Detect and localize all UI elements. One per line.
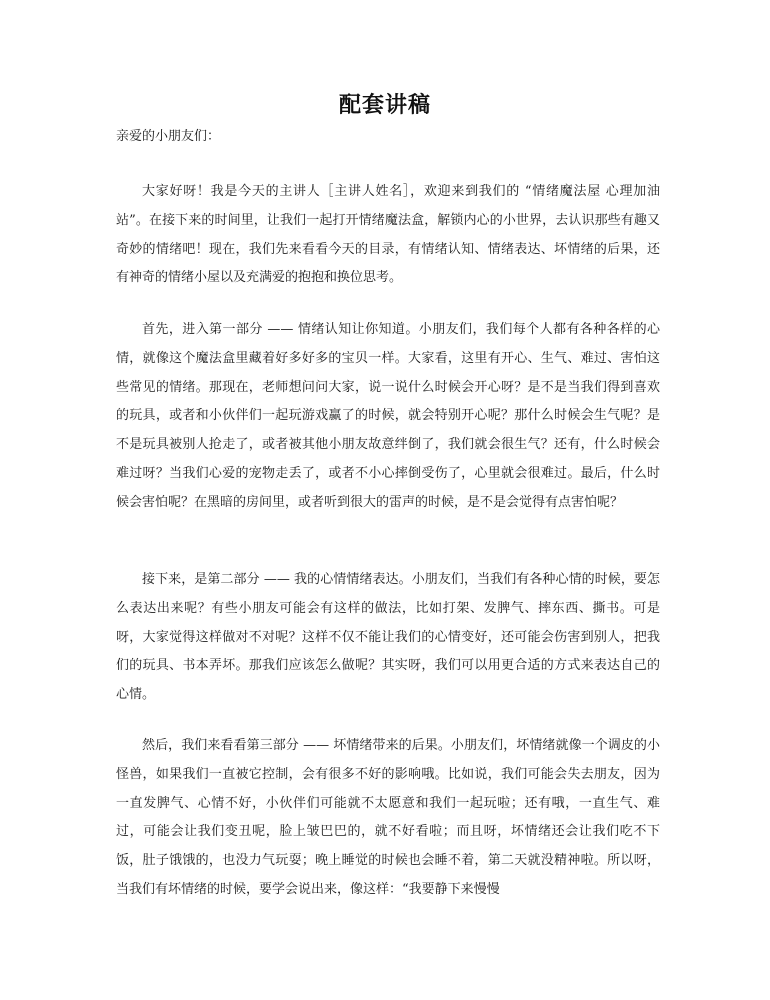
paragraph-part-two: 接下来，是第二部分 —— 我的心情情绪表达。小朋友们，当我们有各种心情的时候，要怎么表达出来呢？有些小朋友可能会有这样的做法，比如打架、发脾气、摔东西、撕书。可是呀，大家觉得这样做对不对呢？这样不仅不能让我们的心情变好，还可能会伤害到别人，把我们的玩具、书本弄坏。那我们应该怎么做呢？其实呀，我们可以用更合适的方式来表达自己的心情。 [116, 572, 660, 703]
paragraph-part-three: 然后，我们来看看第三部分 —— 坏情绪带来的后果。小朋友们，坏情绪就像一个调皮的小怪兽，如果我们一直被它控制，会有很多不好的影响哦。比如说，我们可能会失去朋友，因为一直发脾气、心情不好，小伙伴们可能就不太愿意和我们一起玩啦；还有哦，一直生气、难过，可能会让我们变丑呢，脸上皱巴巴的，就不好看啦；而且呀，坏情绪还会让我们吃不下饭，肚子饿饿的，也没力气玩耍；晚上睡觉的时候也会睡不着，第二天就没精神啦。所以呀，当我们有坏情绪的时候，要学会说出来，像这样：“我要静下来慢慢 [116, 738, 660, 897]
page-title: 配套讲稿 [338, 92, 431, 118]
greeting: 亲爱的小朋友们： [116, 129, 221, 144]
paragraph-part-one: 首先，进入第一部分 —— 情绪认知让你知道。小朋友们，我们每个人都有各种各样的心情，就像这个魔法盒里藏着好多好多的宝贝一样。大家看，这里有开心、生气、难过、害怕这些常见的情绪。那现在，老师想问问大家，说一说什么时候会开心呀？是不是当我们得到喜欢的玩具，或者和小伙伴们一起玩游戏赢了的时候，就会特别开心呢？那什么时候会生气呢？是不是玩具被别人抢走了，或者被其他小朋友故意绊倒了，我们就会很生气？还有，什么时候会难过呀？当我们心爱的宠物走丢了，或者不小心摔倒受伤了，心里就会很难过。最后，什么时候会害怕呢？在黑暗的房间里，或者听到很大的雷声的时候，是不是会觉得有点害怕呢？ [116, 322, 660, 510]
paragraph-intro: 大家好呀！我是今天的主讲人［主讲人姓名］，欢迎来到我们的 “情绪魔法屋 心理加油站”。在接下来的时间里，让我们一起打开情绪魔法盒，解锁内心的小世界，去认识那些有趣又奇妙的情绪吧！现在，我们先来看看今天的目录，有情绪认知、情绪表达、坏情绪的后果，还有神奇的情绪小屋以及充满爱的抱抱和换位思考。 [116, 184, 660, 286]
